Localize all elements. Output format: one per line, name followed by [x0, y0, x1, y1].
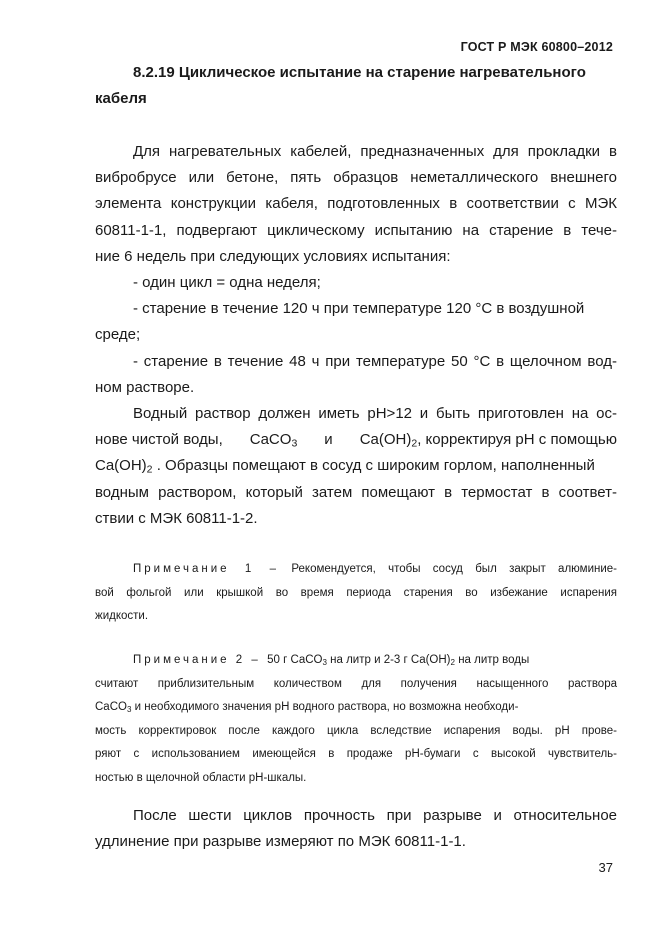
page-number: 37 [598, 860, 613, 875]
text-fragment: на литр воды [455, 654, 530, 666]
text-fragment: Ca(OH) [95, 457, 147, 475]
paragraph-line: водным раствором, который затем помещают в термостат в соответ- [95, 483, 617, 501]
paragraph-line: Водный раствор должен иметь рН>12 и быть приготовлен на ос- [133, 405, 617, 423]
text-fragment: и необходимого значения рН водного раствора, но возможна необходи- [131, 701, 519, 713]
subscript: 3 [291, 437, 298, 450]
section-heading-line1: 8.2.19 Циклическое испытание на старение нагревательного [133, 64, 586, 81]
paragraph-line: вибробрусе или бетоне, пять образцов неметаллического внешнего [95, 169, 617, 187]
note-line [95, 558, 617, 582]
note-line: вой фольгой или крышкой во время периода старения во избежание испарения [95, 586, 617, 599]
subscript: 2 [411, 437, 418, 450]
note-line: считают приблизительным количеством для получения насыщенного раствора [95, 677, 617, 690]
condition-item: - старение в течение 48 ч при температуре 50 °С в щелочном вод- [133, 352, 617, 370]
note-1 [95, 558, 617, 629]
formula-caoh2 [360, 427, 617, 453]
body-paragraph-1 [95, 139, 617, 532]
condition-item-cont: среде; [95, 326, 141, 344]
note-line [95, 696, 617, 720]
text-fragment: CaCO [95, 701, 127, 713]
paragraph-line: Для нагревательных кабелей, предназначенных для прокладки в [133, 143, 617, 160]
paragraph-line: удлинение при разрыве измеряют по МЭК 60811-1-1. [95, 833, 466, 851]
paragraph-line: ствии с МЭК 60811-1-2. [95, 509, 258, 527]
note-line: жидкости. [95, 610, 149, 622]
standard-header: ГОСТ Р МЭК 60800–2012 [460, 40, 613, 54]
text-fragment: Рекомендуется, чтобы сосуд был закрыт алюминие- [291, 563, 617, 575]
text-fragment: на литр и 2-3 г Ca(OH) [326, 654, 451, 666]
condition-item-cont: ном растворе. [95, 378, 195, 396]
paragraph-line: ние 6 недель при следующих условиях испытания: [95, 247, 451, 265]
condition-item: - старение в течение 120 ч при температуре 120 °С в воздушной [133, 300, 585, 318]
note-label: Примечание 1 – [133, 563, 280, 575]
paragraph-line: элемента конструкции кабеля, подготовленных в соответствии с МЭК [95, 195, 617, 213]
condition-item: - один цикл = одна неделя; [133, 274, 321, 292]
text-fragment: Ca(OH) [359, 431, 412, 449]
note-2 [95, 649, 617, 790]
section-heading-line2: кабеля [95, 90, 147, 107]
text-fragment: , корректируя рН с помощью [417, 431, 617, 449]
paragraph-line [95, 427, 617, 453]
paragraph-line [95, 453, 617, 479]
formula-caco3 [250, 427, 298, 453]
note-line: мость корректировок после каждого цикла вследствие испарения воды. рН прове- [95, 724, 617, 737]
text-fragment: . Образцы помещают в сосуд с широким горлом, наполненный [156, 457, 595, 475]
subscript: 2 [450, 658, 456, 667]
text-fragment: 50 г CaCO [267, 654, 323, 666]
paragraph-line: 60811-1-1, подвергают циклическому испытанию на старение в тече- [95, 221, 617, 239]
note-label: Примечание 2 – [133, 654, 261, 666]
text-fragment: нове чистой воды, [95, 431, 223, 449]
note-line: ностью в щелочной области рН-шкалы. [95, 771, 307, 784]
body-paragraph-3 [95, 803, 617, 855]
text-fragment: и [324, 431, 333, 449]
subscript: 3 [126, 705, 132, 714]
paragraph-line: После шести циклов прочность при разрыве и относительное [133, 807, 617, 824]
note-line: ряют с использованием имеющейся в продаже рН-бумаги с высокой чувствитель- [95, 748, 617, 760]
text-fragment: CaCO [249, 431, 292, 449]
subscript: 3 [322, 658, 327, 667]
note-line [95, 649, 617, 673]
section-heading [95, 60, 615, 112]
subscript: 2 [146, 464, 153, 477]
